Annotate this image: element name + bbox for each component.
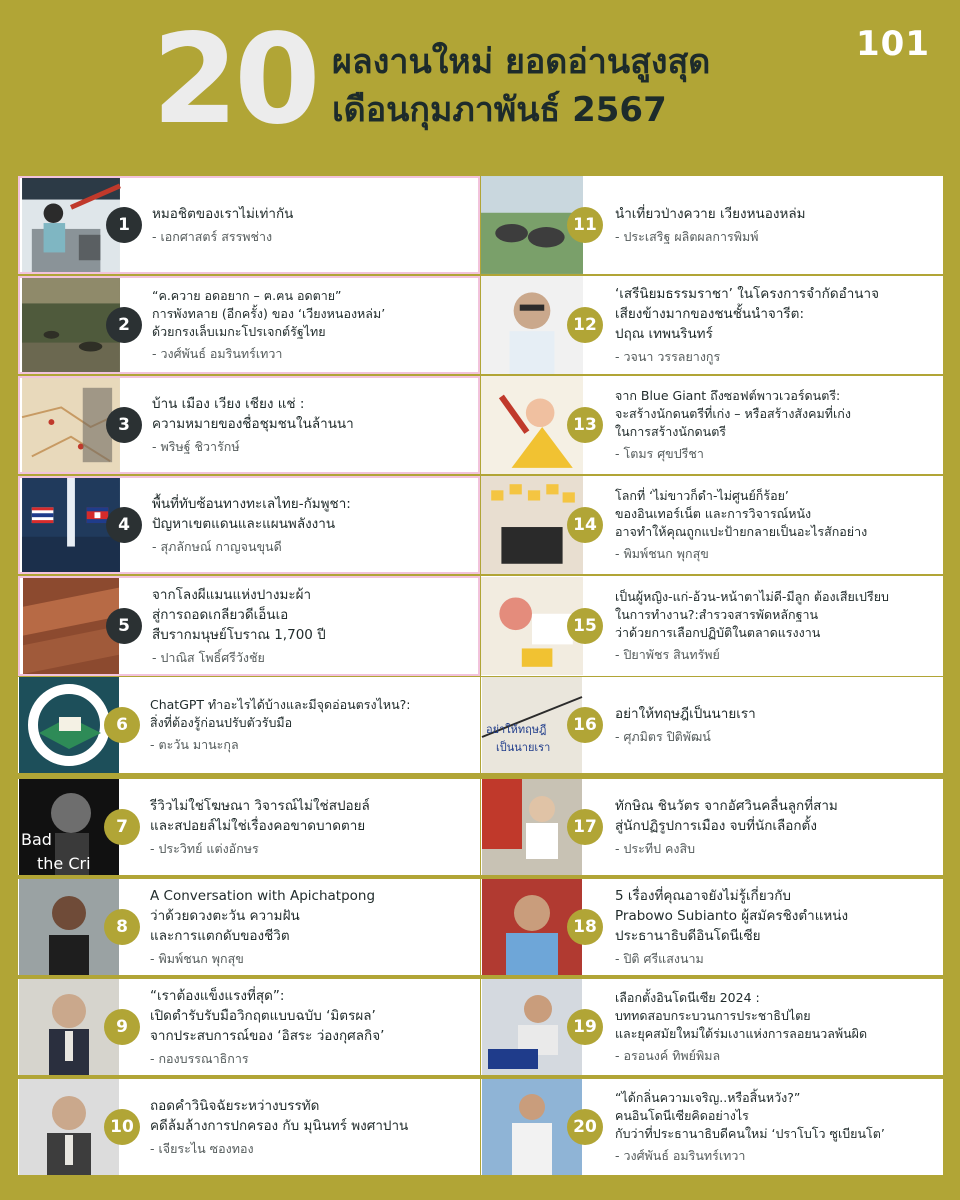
article-card-13[interactable] bbox=[481, 376, 943, 474]
article-author: - ปิติ ศรีแสงนาม bbox=[615, 951, 704, 966]
article-title-line[interactable]: เป็นผู้หญิง-แก่-อ้วน-หน้าตาไม่ดี-มีลูก ต้องเสียเปรียบ bbox=[615, 589, 889, 604]
article-text bbox=[615, 176, 939, 274]
article-author: - ปิยาพัชร สินทรัพย์ bbox=[615, 647, 720, 662]
article-title-line[interactable]: ChatGPT ทำอะไรได้บ้างและมีจุดอ่อนตรงไหน?: bbox=[150, 697, 411, 712]
article-title-line[interactable]: ประธานาธิบดีอินโดนีเซีย bbox=[615, 928, 761, 944]
svg-text:อย่าให้ทฤษฎี: อย่าให้ทฤษฎี bbox=[486, 723, 547, 736]
article-title-line[interactable]: บททดสอบกระบวนการประชาธิปไตย bbox=[615, 1008, 811, 1023]
article-author: - สุภลักษณ์ กาญจนขุนดี bbox=[152, 539, 282, 554]
article-card-1[interactable] bbox=[18, 176, 480, 274]
article-author: - ปาณิส โพธิ์ศรีวังชัย bbox=[152, 650, 265, 665]
article-text bbox=[152, 378, 472, 472]
article-title-line[interactable]: สืบรากมนุษย์โบราณ 1,700 ปี bbox=[152, 627, 326, 643]
article-author: - ประวิทย์ แต่งอักษร bbox=[150, 841, 259, 856]
article-text bbox=[615, 476, 939, 574]
article-text bbox=[615, 979, 939, 1075]
article-title-line[interactable]: บ้าน เมือง เวียง เชียง แช่ : bbox=[152, 396, 305, 412]
rank-badge: 15 bbox=[567, 608, 603, 644]
article-title-line[interactable]: และสปอยล์ไม่ใช่เรื่องคอขาดบาดตาย bbox=[150, 818, 366, 834]
article-title-line[interactable]: อย่าให้ทฤษฎีเป็นนายเรา bbox=[615, 706, 756, 722]
rank-badge: 12 bbox=[567, 307, 603, 343]
article-title-line[interactable]: รีวิวไม่ใช่โฆษณา วิจารณ์ไม่ใช่สปอยล์ bbox=[150, 798, 370, 814]
rank-badge: 19 bbox=[567, 1009, 603, 1045]
rank-badge: 10 bbox=[104, 1109, 140, 1145]
article-card-10[interactable] bbox=[18, 1079, 480, 1175]
article-title-line[interactable]: และยุคสมัยใหม่ใต้ร่มเงาแห่งการลอยนวลพ้นผิด bbox=[615, 1026, 868, 1041]
article-author: - เอกศาสตร์ สรรพช่าง bbox=[152, 229, 273, 244]
article-author: - โตมร ศุขปรีชา bbox=[615, 446, 704, 461]
rank-badge: 4 bbox=[106, 507, 142, 543]
article-text bbox=[615, 576, 939, 676]
article-text bbox=[150, 779, 474, 875]
article-title-line[interactable]: เปิดตำรับรับมือวิกฤตแบบฉบับ ‘มิตรผล’ bbox=[150, 1008, 376, 1024]
rank-badge: 14 bbox=[567, 507, 603, 543]
article-card-12[interactable] bbox=[481, 276, 943, 374]
article-title-line[interactable]: ในการสร้างนักดนตรี bbox=[615, 424, 727, 439]
article-author: - ตะวัน มานะกุล bbox=[150, 737, 239, 752]
article-card-2[interactable] bbox=[18, 276, 480, 374]
article-title-line[interactable]: “ได้กลิ่นความเจริญ..หรือสิ้นหวัง?” bbox=[615, 1090, 801, 1105]
article-text bbox=[615, 276, 939, 374]
rank-badge: 16 bbox=[567, 707, 603, 743]
article-text bbox=[615, 879, 939, 975]
article-card-14[interactable] bbox=[481, 476, 943, 574]
article-title-line[interactable]: และการแตกดับของชีวิต bbox=[150, 928, 290, 944]
rank-badge: 1 bbox=[106, 207, 142, 243]
article-title-line[interactable]: Prabowo Subianto ผู้สมัครชิงตำแหน่ง bbox=[615, 908, 849, 924]
article-card-20[interactable] bbox=[481, 1079, 943, 1175]
rank-badge: 7 bbox=[104, 809, 140, 845]
article-text bbox=[615, 677, 939, 773]
article-title-line[interactable]: จะสร้างนักดนตรีที่เก่ง – หรือสร้างสังคมที่เก่ง bbox=[615, 406, 851, 421]
rank-badge: 5 bbox=[106, 608, 142, 644]
article-text bbox=[152, 478, 472, 572]
article-card-17[interactable] bbox=[481, 779, 943, 875]
headline-title-line-1: ผลงานใหม่ ยอดอ่านสูงสุด bbox=[332, 42, 711, 82]
rank-badge: 11 bbox=[567, 207, 603, 243]
article-title-line[interactable]: ‘เสรีนิยมธรรมราชา’ ในโครงการจำกัดอำนาจ bbox=[615, 286, 880, 302]
article-title-line[interactable]: ปฤณ เทพนรินทร์ bbox=[615, 326, 713, 342]
article-text bbox=[150, 979, 474, 1075]
article-text bbox=[615, 1079, 939, 1175]
rank-badge: 18 bbox=[567, 909, 603, 945]
article-card-19[interactable] bbox=[481, 979, 943, 1075]
article-title-line[interactable]: ในการทำงาน?:สำรวจสารพัดหลักฐาน bbox=[615, 607, 819, 622]
article-title-line[interactable]: คดีล้มล้างการปกครอง กับ มุนินทร์ พงศาปาน bbox=[150, 1118, 409, 1134]
rank-badge: 20 bbox=[567, 1109, 603, 1145]
article-text bbox=[615, 779, 939, 875]
rank-badge: 17 bbox=[567, 809, 603, 845]
svg-text:เป็นนายเรา: เป็นนายเรา bbox=[496, 741, 551, 754]
rank-badge: 2 bbox=[106, 307, 142, 343]
article-title-line[interactable]: หมอชิตของเราไม่เท่ากัน bbox=[152, 206, 294, 222]
headline-number: 20 bbox=[152, 8, 317, 152]
article-title-line[interactable]: ถอดคำวินิจฉัยระหว่างบรรทัด bbox=[150, 1098, 320, 1114]
article-author: - เจียระไน ซองทอง bbox=[150, 1141, 254, 1156]
article-card-5[interactable] bbox=[18, 576, 480, 676]
article-author: - วงศ์พันธ์ อมรินทร์เทวา bbox=[152, 346, 283, 361]
rank-badge: 3 bbox=[106, 407, 142, 443]
article-title-line[interactable]: ด้วยกรงเล็บเมกะโปรเจกต์รัฐไทย bbox=[152, 324, 326, 339]
article-card-7[interactable] bbox=[18, 779, 480, 875]
svg-text:the Cri: the Cri bbox=[37, 854, 91, 873]
article-card-18[interactable] bbox=[481, 879, 943, 975]
rank-badge: 13 bbox=[567, 407, 603, 443]
article-text bbox=[152, 578, 472, 674]
article-card-9[interactable] bbox=[18, 979, 480, 1075]
article-text bbox=[152, 178, 472, 272]
article-title-line[interactable]: โลกที่ ‘ไม่ขาวก็ดำ-ไม่ศูนย์ก็ร้อย’ bbox=[615, 488, 789, 503]
article-title-line[interactable]: สู่นักปฏิรูปการเมือง จบที่นักเลือกตั้ง bbox=[615, 818, 817, 834]
article-text bbox=[150, 879, 474, 975]
article-title-line[interactable]: ทักษิณ ชินวัตร จากอัศวินคลื่นลูกที่สาม bbox=[615, 798, 838, 814]
article-text bbox=[150, 677, 474, 773]
article-title-line[interactable]: “เราต้องแข็งแรงที่สุด”: bbox=[150, 988, 285, 1004]
article-author: - ศุภมิตร ปิติพัฒน์ bbox=[615, 729, 711, 744]
rank-badge: 9 bbox=[104, 1009, 140, 1045]
article-title-line[interactable]: “ค.ควาย อดอยาก – ฅ.ฅน อดตาย” bbox=[152, 288, 342, 303]
article-title-line[interactable]: อาจทำให้คุณถูกแปะป้ายกลายเป็นอะไรสักอย่าง bbox=[615, 524, 868, 539]
article-author: - อรอนงค์ ทิพย์พิมล bbox=[615, 1048, 721, 1063]
article-title-line[interactable]: ความหมายของชื่อชุมชนในล้านนา bbox=[152, 416, 354, 432]
article-author: - ประเสริฐ ผลิตผลการพิมพ์ bbox=[615, 229, 759, 244]
article-text bbox=[615, 376, 939, 474]
article-title-line[interactable]: ว่าด้วยการเลือกปฏิบัติในตลาดแรงงาน bbox=[615, 625, 821, 640]
headline-title-line-2: เดือนกุมภาพันธ์ 2567 bbox=[332, 90, 667, 130]
rank-badge: 8 bbox=[104, 909, 140, 945]
article-card-8[interactable] bbox=[18, 879, 480, 975]
article-card-4[interactable] bbox=[18, 476, 480, 574]
article-card-6[interactable] bbox=[18, 677, 480, 773]
article-author: - พริษฐ์ ชิวารักษ์ bbox=[152, 439, 240, 454]
svg-text:Bad: Bad bbox=[21, 830, 52, 849]
article-card-3[interactable] bbox=[18, 376, 480, 474]
article-title-line[interactable]: กับว่าที่ประธานาธิบดีคนใหม่ ‘ปราโบโว ซูเบียนโต’ bbox=[615, 1126, 885, 1141]
rank-badge: 6 bbox=[104, 707, 140, 743]
article-title-line[interactable]: นำเที่ยวป่างควาย เวียงหนองหล่ม bbox=[615, 206, 806, 222]
article-title-line[interactable]: สู่การถอดเกลียวดีเอ็นเอ bbox=[152, 607, 289, 623]
article-title-line[interactable]: 5 เรื่องที่คุณอาจยังไม่รู้เกี่ยวกับ bbox=[615, 888, 791, 904]
article-author: - พิมพ์ชนก พุกสุข bbox=[150, 951, 244, 966]
article-title-line[interactable]: พื้นที่ทับซ้อนทางทะเลไทย-กัมพูชา: bbox=[152, 496, 351, 512]
article-title-line[interactable]: เสียงข้างมากของชนชั้นนำจารีต: bbox=[615, 306, 804, 322]
article-title-line[interactable]: A Conversation with Apichatpong bbox=[150, 888, 376, 904]
header bbox=[0, 0, 960, 170]
article-text bbox=[150, 1079, 474, 1175]
article-title-line[interactable]: จาก Blue Giant ถึงซอฟต์พาวเวอร์ดนตรี: bbox=[615, 388, 841, 403]
article-title-line[interactable]: จากประสบการณ์ของ ‘อิสระ ว่องกุศลกิจ’ bbox=[150, 1028, 385, 1044]
article-title-line[interactable]: การพังทลาย (อีกครั้ง) ของ ‘เวียงหนองหล่ม’ bbox=[152, 306, 386, 321]
article-title-line[interactable]: ปัญหาเขตแดนและแผนพลังงาน bbox=[152, 516, 336, 532]
article-author: - ประทีป คงสิบ bbox=[615, 841, 696, 856]
article-author: - วจนา วรรลยางกูร bbox=[615, 349, 721, 364]
article-author: - พิมพ์ชนก พุกสุข bbox=[615, 546, 709, 561]
article-author: - วงศ์พันธ์ อมรินทร์เทวา bbox=[615, 1148, 746, 1163]
article-title-line[interactable]: ว่าด้วยดวงตะวัน ความฝัน bbox=[150, 908, 300, 924]
article-title-line[interactable]: จากโลงผีแมนแห่งปางมะผ้า bbox=[152, 587, 312, 603]
article-card-16[interactable] bbox=[481, 677, 943, 773]
article-title-line[interactable]: สิ่งที่ต้องรู้ก่อนปรับตัวรับมือ bbox=[150, 715, 293, 730]
article-card-11[interactable] bbox=[481, 176, 943, 274]
brand-logo[interactable]: 101 bbox=[856, 24, 930, 64]
article-card-15[interactable] bbox=[481, 576, 943, 676]
article-title-line[interactable]: ของอินเทอร์เน็ต และการวิจารณ์หนัง bbox=[615, 506, 812, 521]
article-title-line[interactable]: คนอินโดนีเซียคิดอย่างไร bbox=[615, 1108, 749, 1123]
article-text bbox=[152, 278, 472, 372]
article-author: - กองบรรณาธิการ bbox=[150, 1051, 249, 1066]
article-title-line[interactable]: เลือกตั้งอินโดนีเซีย 2024 : bbox=[615, 990, 760, 1005]
